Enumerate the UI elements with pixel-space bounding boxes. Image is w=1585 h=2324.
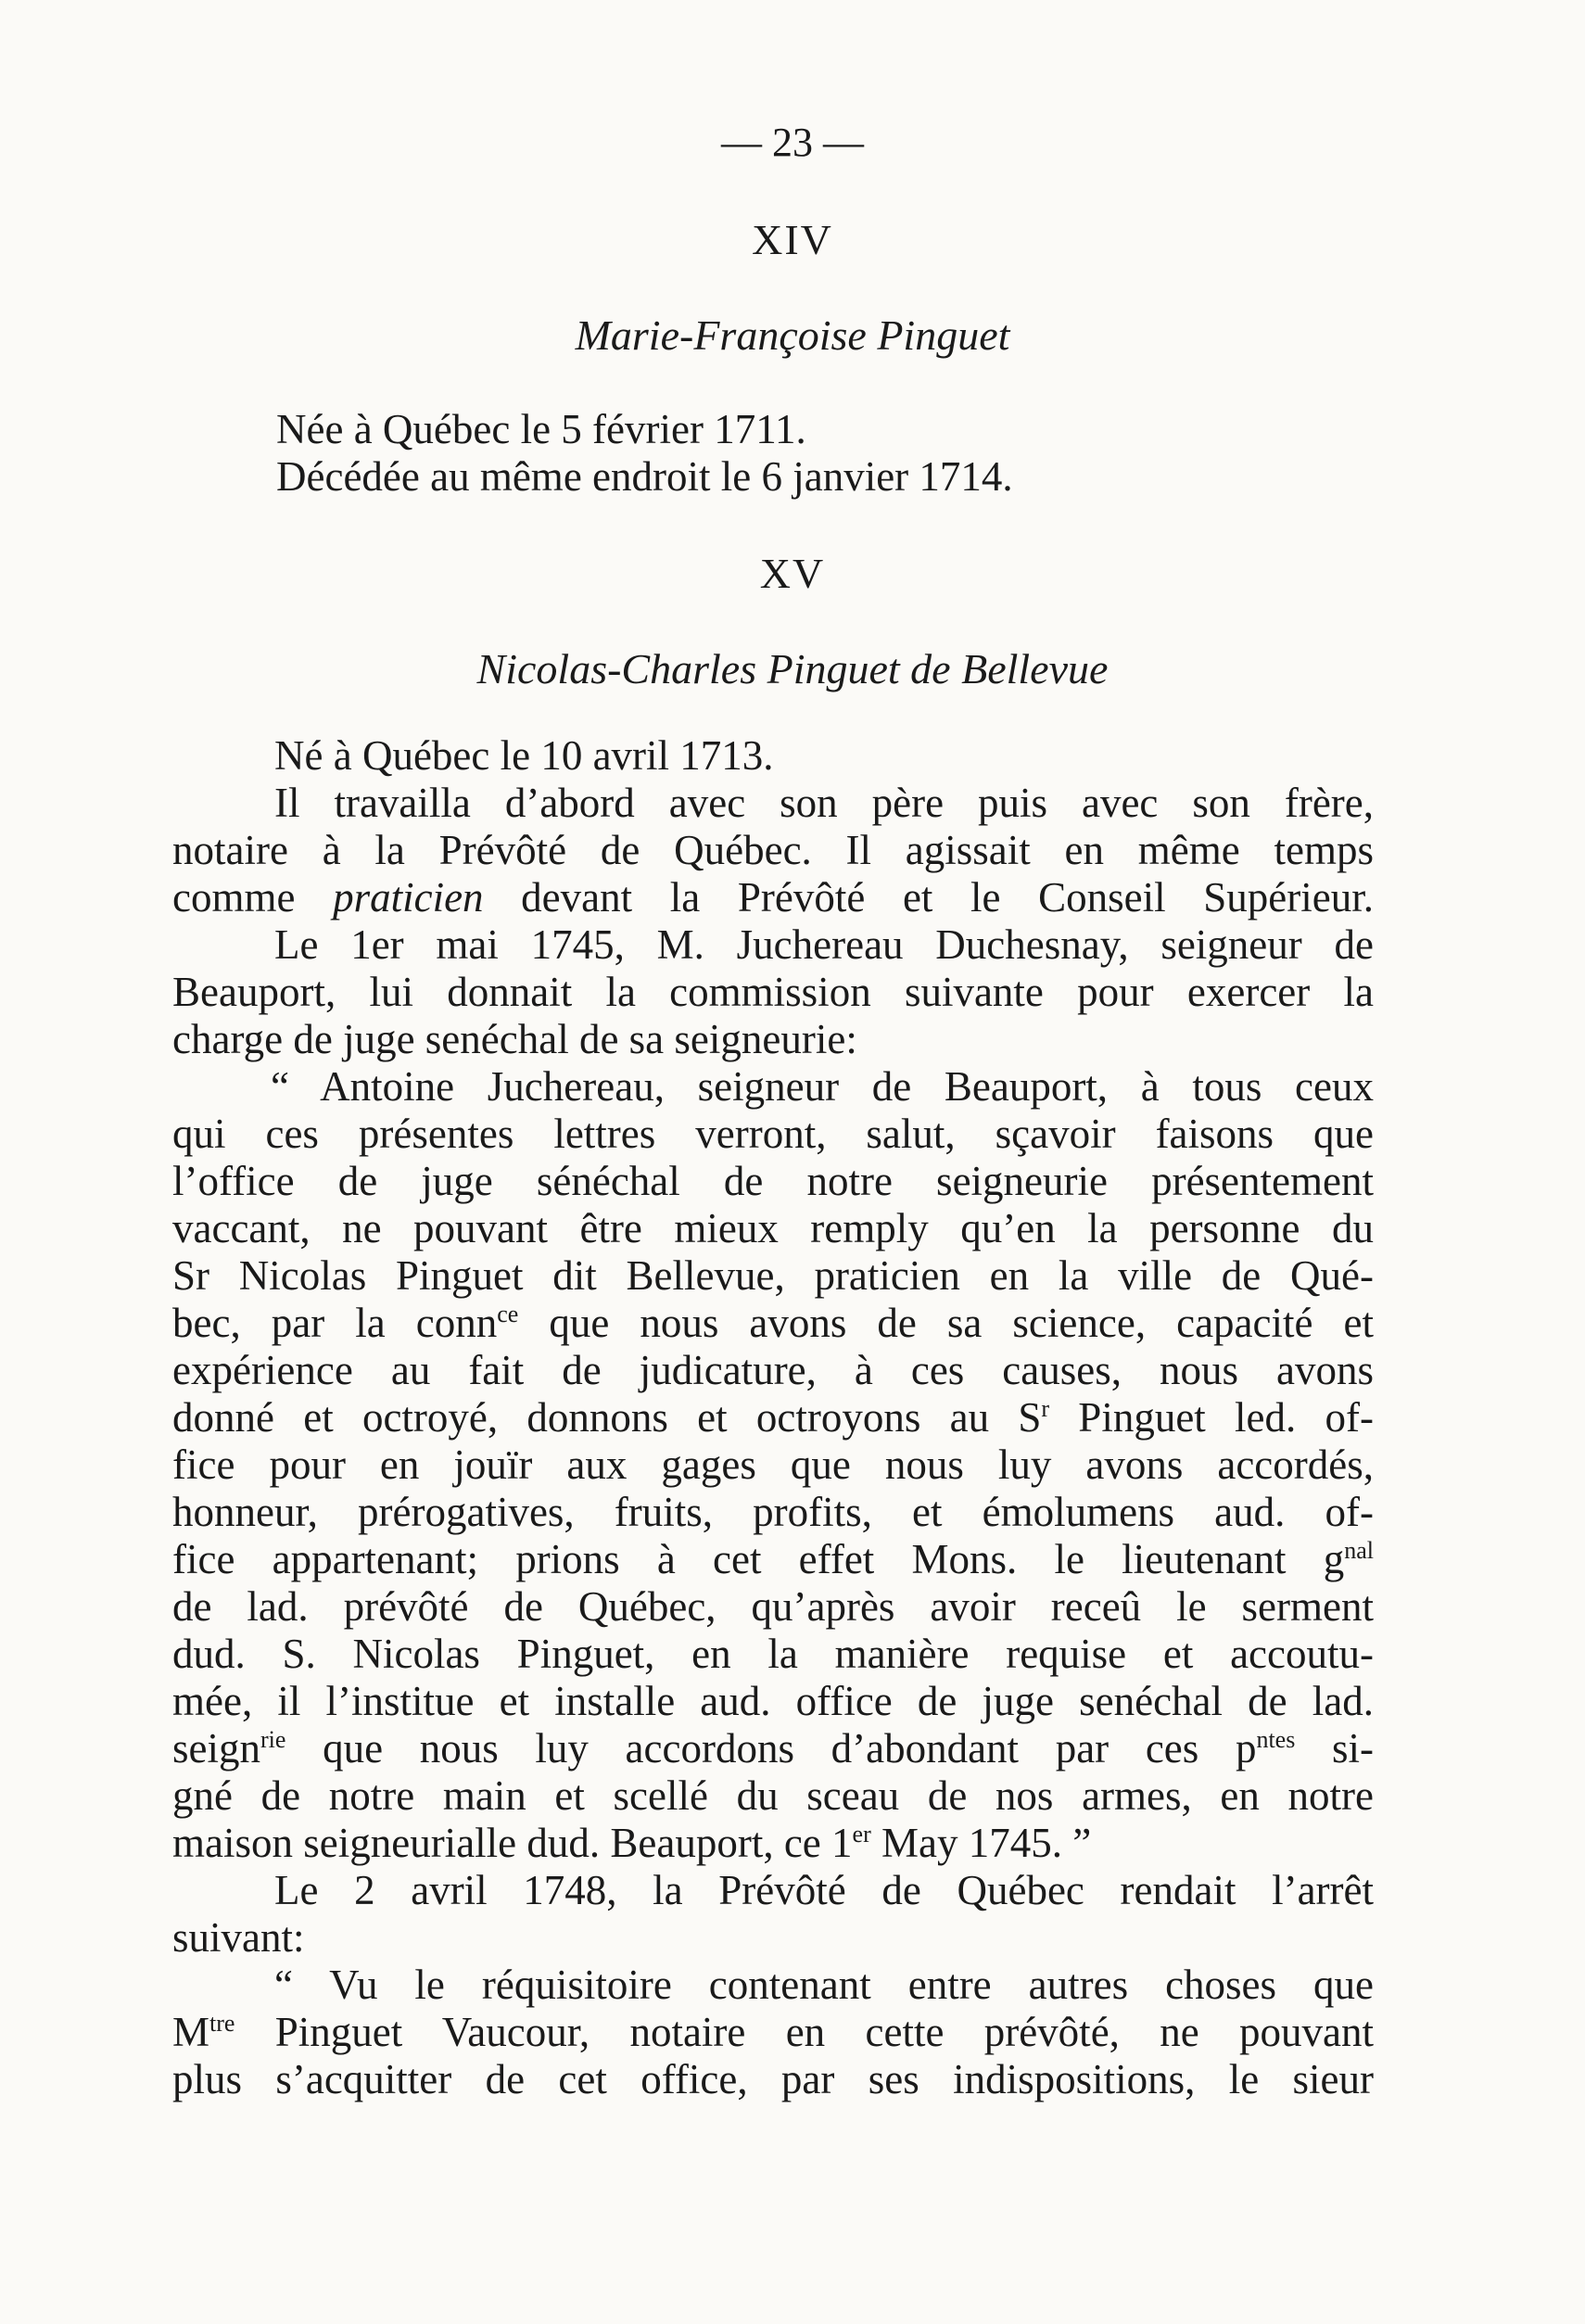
text-line: charge de juge senéchal de sa seigneurie:: [172, 1016, 857, 1062]
section-xiv-text: [276, 406, 1477, 501]
section-name-xv: Nicolas-Charles Pinguet de Bellevue: [476, 645, 1109, 692]
quote-line: expérience au fait de judicature, à ces causes, nous avons: [172, 1347, 1374, 1393]
page-number: — 23 —: [721, 120, 864, 165]
quote-line: honneur, prérogatives, fruits, profits, et émolumens aud. of-: [172, 1489, 1374, 1535]
quote-line: Sr Nicolas Pinguet dit Bellevue, praticien en la ville de Qué-: [172, 1252, 1374, 1299]
text-line: notaire à la Prévôté de Québec. Il agissait en même temps: [172, 827, 1374, 873]
section-numeral-xiv: XIV: [752, 216, 833, 263]
text-line: [172, 874, 1374, 921]
text-fragment: bec, par la conn: [172, 1300, 498, 1346]
quote-line: [172, 1725, 1374, 1772]
text-fragment: maison seigneurialle dud. Beauport, ce 1: [172, 1820, 853, 1866]
quote-line: [172, 2009, 1374, 2056]
quote-line: l’office de juge sénéchal de notre seigneurie présentement: [172, 1158, 1374, 1204]
text-fragment: que nous luy accordons d’abondant par ces p: [285, 1725, 1257, 1772]
text-fragment: donné et octroyé, donnons et octroyons au S: [172, 1394, 1042, 1441]
quote-line: fice pour en jouïr aux gages que nous luy avons accordés,: [172, 1441, 1374, 1488]
text-line: Décédée au même endroit le 6 janvier 1714.: [276, 453, 1013, 500]
text-fragment: Pinguet led. of-: [1049, 1394, 1374, 1441]
quote-line: dud. S. Nicolas Pinguet, en la manière requise et accoutu-: [172, 1631, 1374, 1677]
text-fragment: Pinguet Vaucour, notaire en cette prévôté, ne pouvant: [235, 2009, 1374, 2055]
quote-line: [172, 1820, 1374, 1867]
quote-line: qui ces présentes lettres verront, salut, sçavoir faisons que: [172, 1111, 1374, 1157]
text-fragment: May 1745. ”: [870, 1820, 1092, 1866]
quote-line: [172, 1394, 1374, 1441]
quote-line: “ Antoine Juchereau, seigneur de Beauport, à tous ceux: [271, 1063, 1374, 1110]
quote-line: [172, 1536, 1374, 1583]
superscript: r: [1041, 1395, 1050, 1422]
section-name-xiv: Marie-Françoise Pinguet: [575, 311, 1010, 359]
text-fragment: seign: [172, 1725, 260, 1772]
superscript: ce: [497, 1301, 519, 1327]
text-fragment: si-: [1295, 1725, 1374, 1772]
quote-line: [172, 1300, 1374, 1347]
quote-line: mée, il l’institue et installe aud. office de juge senéchal de lad.: [172, 1678, 1374, 1724]
text-fragment: devant la Prévôté et le Conseil Supérieur.: [483, 874, 1374, 921]
superscript: nal: [1344, 1537, 1374, 1564]
superscript: er: [852, 1821, 871, 1848]
superscript: ntes: [1256, 1726, 1296, 1753]
text-line: suivant:: [172, 1914, 305, 1961]
text-line: Beauport, lui donnait la commission suivante pour exercer la: [172, 969, 1374, 1015]
quote-line: plus s’acquitter de cet office, par ses indispositions, le sieur: [172, 2056, 1374, 2102]
text-fragment: fice appartenant; prions à cet effet Mons. le lieutenant g: [172, 1536, 1345, 1582]
section-numeral-xv: XV: [759, 550, 826, 597]
quote-line: gné de notre main et scellé du sceau de nos armes, en notre: [172, 1772, 1374, 1819]
text-line: Il travailla d’abord avec son père puis avec son frère,: [274, 780, 1374, 826]
text-fragment: M: [172, 2009, 210, 2055]
text-fragment: comme: [172, 874, 334, 921]
superscript: rie: [260, 1726, 286, 1753]
quote-line: de lad. prévôté de Québec, qu’après avoir receû le serment: [172, 1583, 1374, 1630]
text-line: Né à Québec le 10 avril 1713.: [274, 732, 774, 779]
superscript: tre: [209, 2010, 235, 2037]
emphasis-word: praticien: [333, 874, 484, 921]
text-fragment: que nous avons de sa science, capacité et: [518, 1300, 1374, 1346]
quote-line: vaccant, ne pouvant être mieux remply qu’en la personne du: [172, 1205, 1374, 1251]
text-line: Le 2 avril 1748, la Prévôté de Québec rendait l’arrêt: [274, 1867, 1374, 1913]
section-xv-text: [172, 732, 1374, 2103]
text-line: Le 1er mai 1745, M. Juchereau Duchesnay, seigneur de: [274, 921, 1374, 968]
quote-line: “ Vu le réquisitoire contenant entre autres choses que: [274, 1962, 1374, 2008]
text-line: Née à Québec le 5 février 1711.: [276, 406, 806, 452]
